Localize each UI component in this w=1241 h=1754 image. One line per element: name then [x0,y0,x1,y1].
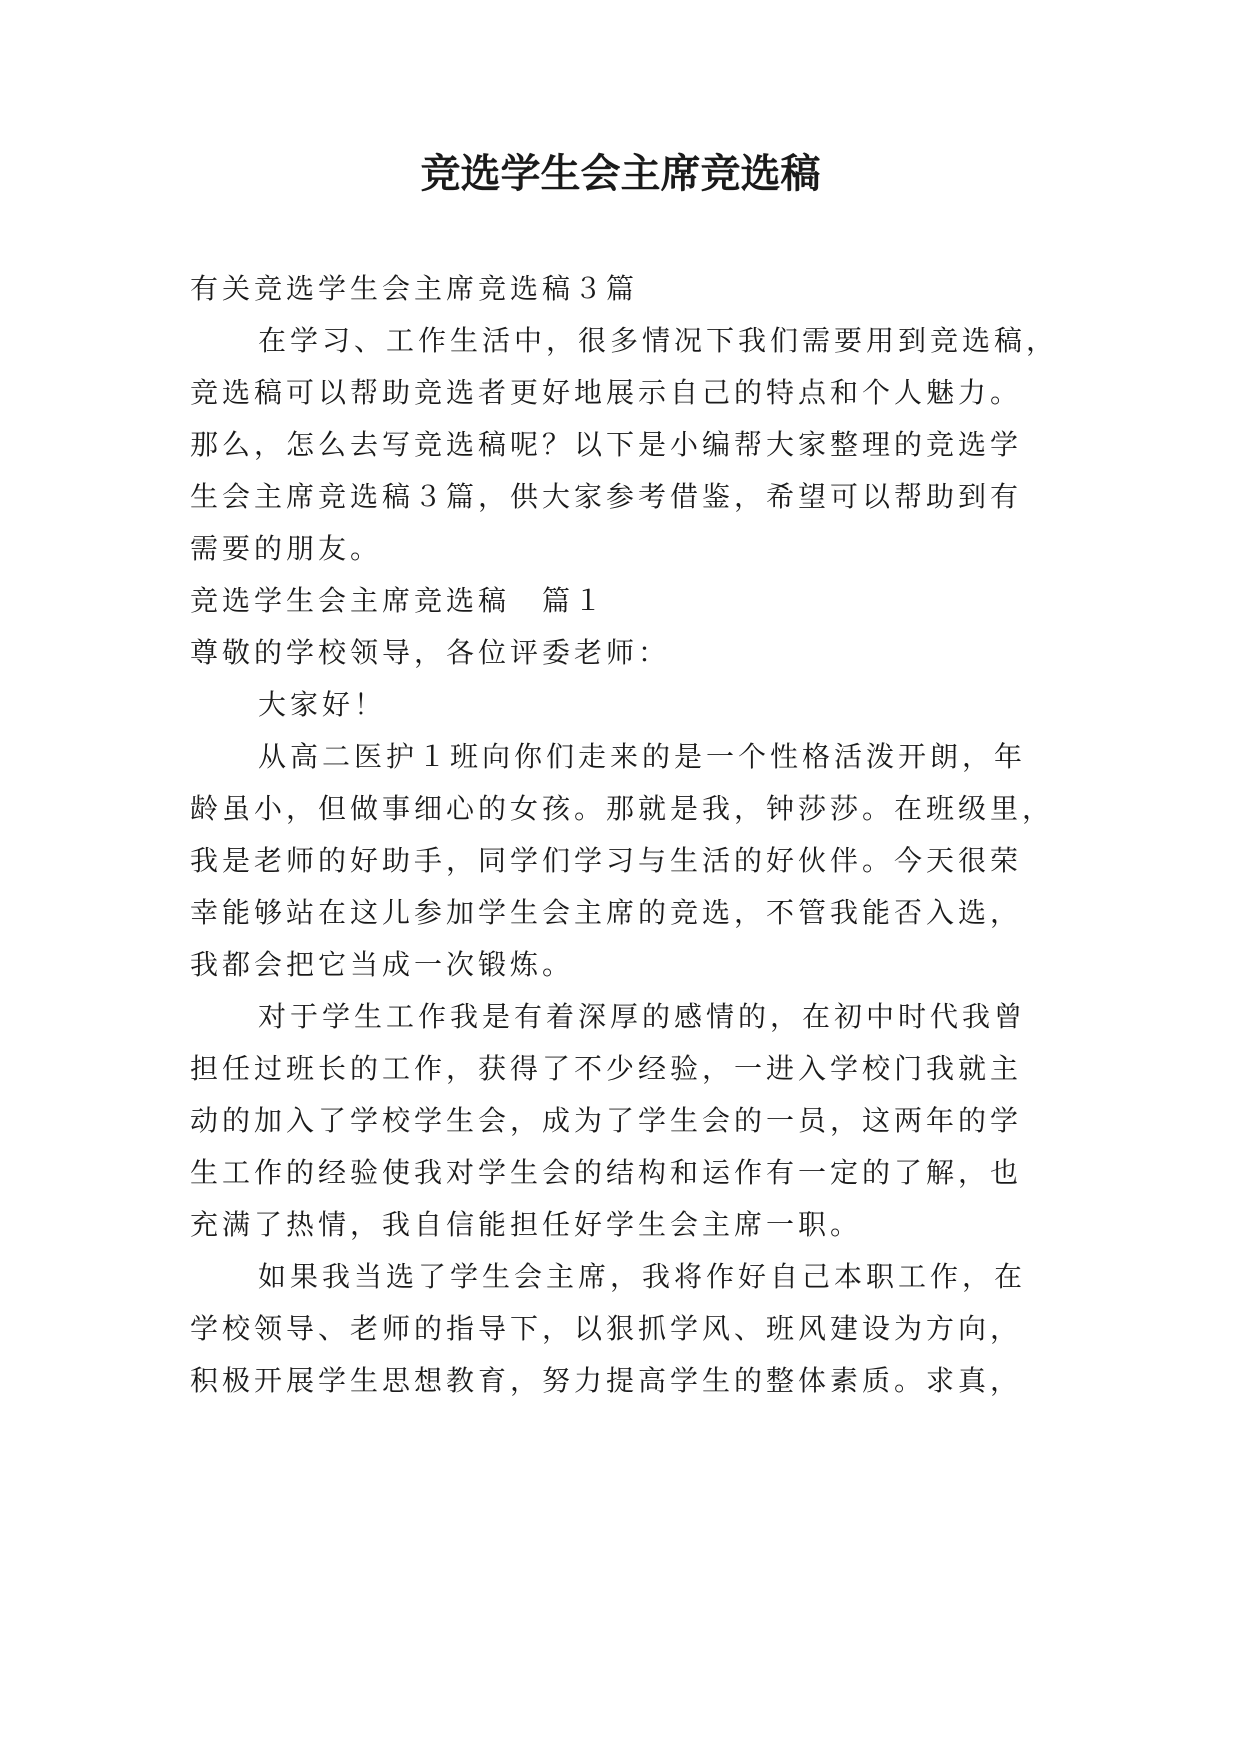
paragraph-line: 积极开展学生思想教育，努力提高学生的整体素质。求真， [190,1364,1023,1397]
document-title: 竞选学生会主席竞选稿 [420,151,821,197]
paragraph-line: 需要的朋友。 [190,532,383,565]
paragraph-line: 如果我当选了学生会主席，我将作好自己本职工作，在 [258,1260,1027,1293]
paragraph-line: 从高二医护１班向你们走来的是一个性格活泼开朗，年 [258,740,1027,773]
paragraph-line: 幸能够站在这儿参加学生会主席的竞选，不管我能否入选， [190,896,1023,929]
paragraph-line: 充满了热情，我自信能担任好学生会主席一职。 [190,1208,863,1241]
subtitle-line: 有关竞选学生会主席竞选稿３篇 [190,272,639,305]
paragraph-line: 动的加入了学校学生会，成为了学生会的一员，这两年的学 [190,1104,1023,1137]
paragraph-line: 我都会把它当成一次锻炼。 [190,948,575,981]
paragraph-line: 对于学生工作我是有着深厚的感情的，在初中时代我曾 [258,1000,1027,1033]
greeting-line: 大家好！ [258,688,387,721]
paragraph-line: 在学习、工作生活中，很多情况下我们需要用到竞选稿， [258,324,1059,357]
paragraph-line: 生会主席竞选稿３篇，供大家参考借鉴，希望可以帮助到有 [190,480,1023,513]
paragraph-line: 我是老师的好助手，同学们学习与生活的好伙伴。今天很荣 [190,844,1023,877]
paragraph-line: 竞选稿可以帮助竞选者更好地展示自己的特点和个人魅力。 [190,376,1023,409]
paragraph-line: 龄虽小，但做事细心的女孩。那就是我，钟莎莎。在班级里， [190,792,1055,825]
paragraph-line: 担任过班长的工作，获得了不少经验，一进入学校门我就主 [190,1052,1023,1085]
section-heading: 竞选学生会主席竞选稿 篇１ [190,584,607,617]
paragraph-line: 那么，怎么去写竞选稿呢？以下是小编帮大家整理的竞选学 [190,428,1023,461]
paragraph-line: 生工作的经验使我对学生会的结构和运作有一定的了解，也 [190,1156,1023,1189]
paragraph-line: 学校领导、老师的指导下，以狠抓学风、班风建设为方向， [190,1312,1023,1345]
salutation-line: 尊敬的学校领导，各位评委老师： [190,636,671,669]
